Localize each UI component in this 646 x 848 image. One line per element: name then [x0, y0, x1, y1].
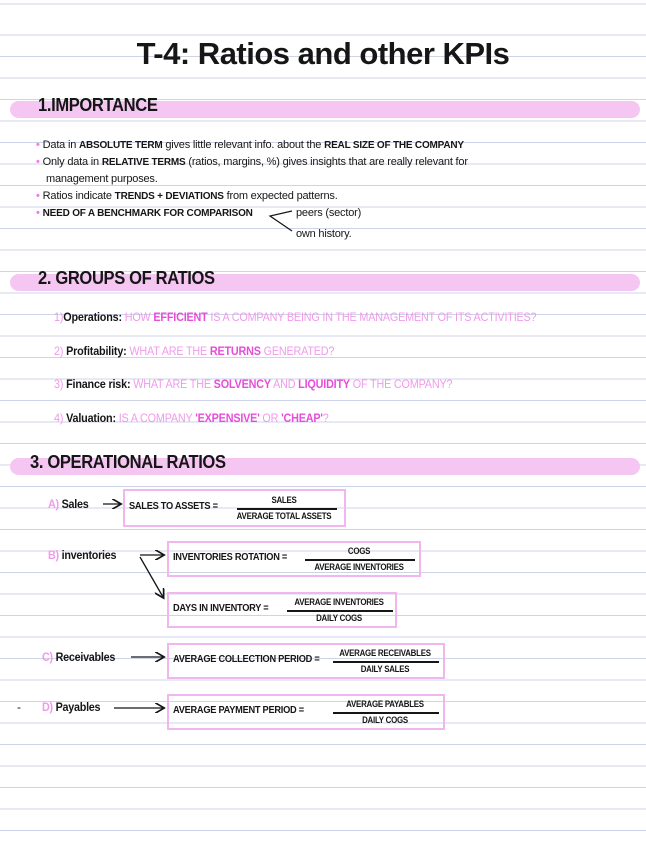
page-title: T-4: Ratios and other KPIs: [136, 36, 510, 71]
formula-box-collection-period: AVERAGE COLLECTION PERIOD = AVERAGE RECEIVABLES DAILY SALES: [167, 643, 445, 679]
label-inventories: B) inventories: [48, 548, 117, 562]
formula-box-days-in-inventory: DAYS IN INVENTORY = AVERAGE INVENTORIES DAILY COGS: [167, 592, 397, 628]
bullet-2-continued: management purposes.: [46, 173, 158, 185]
bullet-2: • Only data in RELATIVE TERMS (ratios, margins, %) gives insights that are really relevant for: [36, 156, 468, 168]
label-sales: A) Sales: [48, 497, 89, 511]
formula-box-payment-period: AVERAGE PAYMENT PERIOD = AVERAGE PAYABLES DAILY COGS: [167, 694, 445, 730]
formula-box-inventories-rotation: INVENTORIES ROTATION = COGS AVERAGE INVENTORIES: [167, 541, 421, 577]
bullet-1: • Data in ABSOLUTE TERM gives little relevant info. about the REAL SIZE OF THE COMPANY: [36, 139, 464, 151]
label-payables: D) Payables: [42, 700, 101, 714]
group-operations: 1)Operations: HOW EFFICIENT IS A COMPANY BEING IN THE MANAGEMENT OF ITS ACTIVITIES?: [54, 310, 537, 324]
label-receivables: C) Receivables: [42, 650, 116, 664]
margin-dash: -: [17, 700, 21, 714]
section-heading-operational: 3. OPERATIONAL RATIOS: [30, 452, 226, 472]
bullet-4: • NEED OF A BENCHMARK FOR COMPARISON: [36, 207, 253, 219]
benchmark-option-history: own history.: [296, 228, 352, 240]
bullet-3: • Ratios indicate TRENDS + DEVIATIONS from expected patterns.: [36, 190, 338, 202]
group-finance-risk: 3) Finance risk: WHAT ARE THE SOLVENCY AND LIQUIDITY OF THE COMPANY?: [54, 377, 453, 391]
section-heading-importance: 1.IMPORTANCE: [38, 95, 158, 115]
group-valuation: 4) Valuation: IS A COMPANY 'EXPENSIVE' OR 'CHEAP'?: [54, 411, 329, 425]
formula-box-sales: SALES TO ASSETS = SALES AVERAGE TOTAL ASSETS: [123, 489, 346, 527]
benchmark-option-peers: peers (sector): [296, 207, 362, 219]
benchmark-branch: [270, 211, 292, 231]
group-profitability: 2) Profitability: WHAT ARE THE RETURNS GENERATED?: [54, 344, 335, 358]
arrow-days-in-inventory: [140, 557, 163, 597]
section-heading-groups: 2. GROUPS OF RATIOS: [38, 268, 215, 288]
